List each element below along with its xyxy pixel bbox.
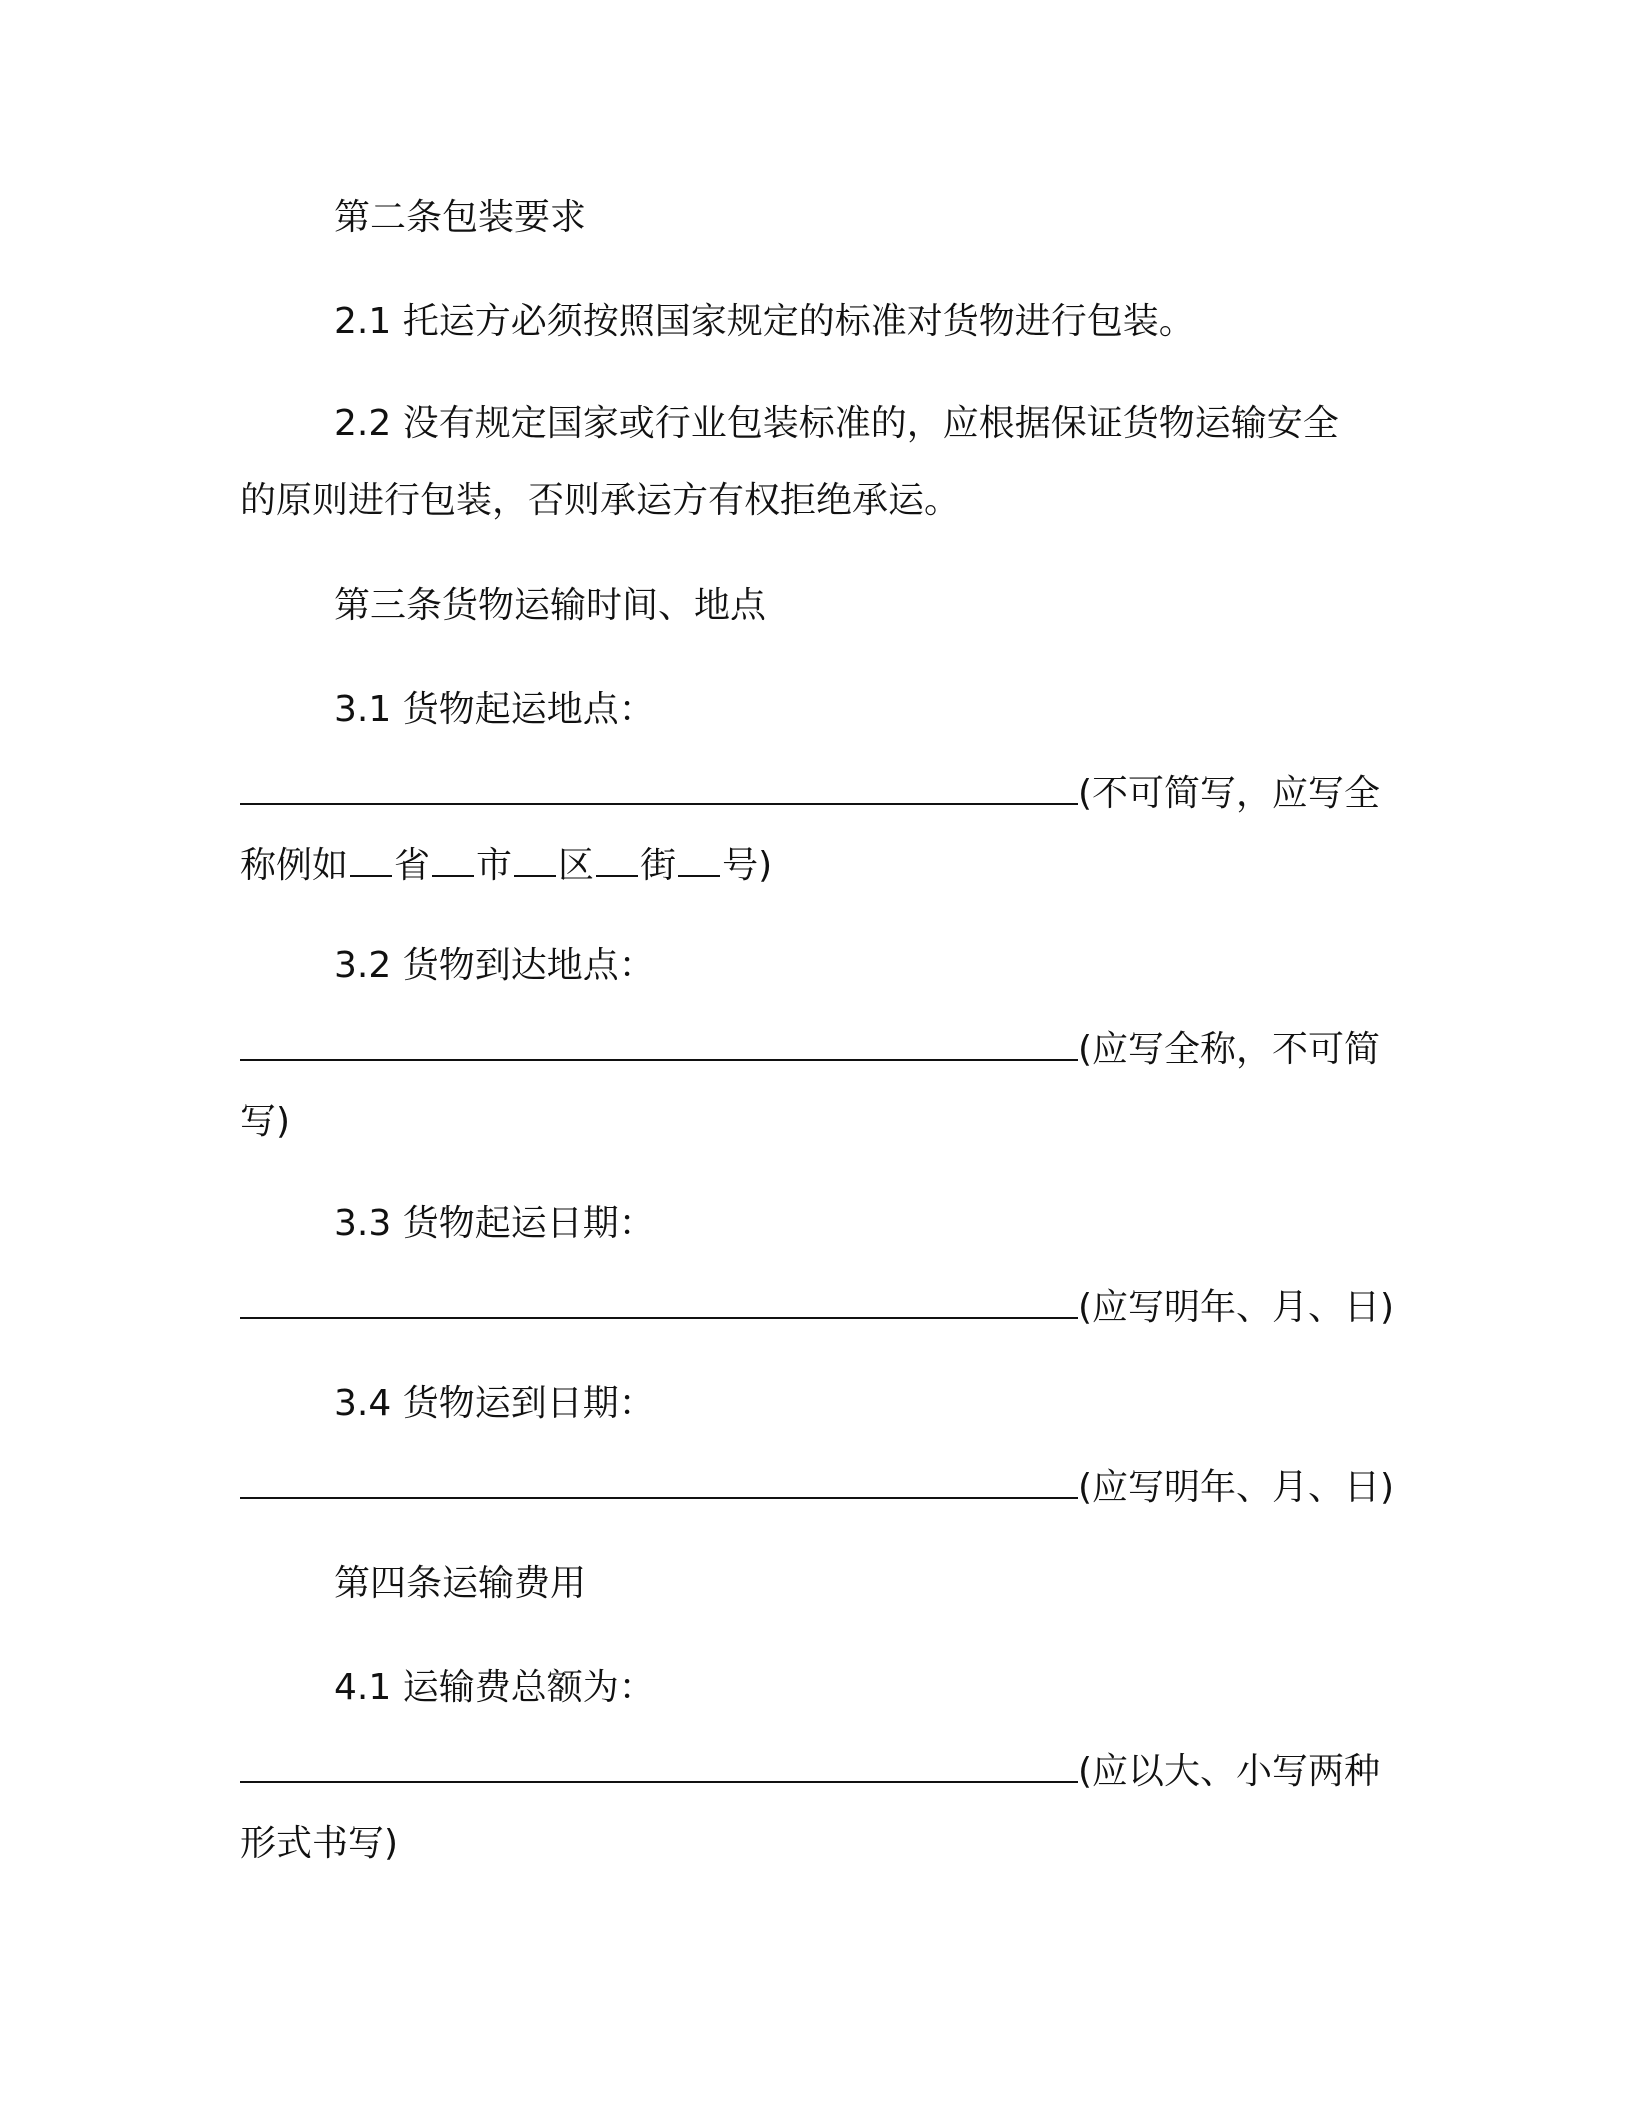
blank-district[interactable]	[514, 849, 556, 877]
fill-blank-origin[interactable]	[240, 773, 1078, 805]
clause-4-1-note-line2: 形式书写)	[240, 1823, 399, 1864]
blank-city[interactable]	[432, 849, 474, 877]
note-sheng: 省	[394, 845, 431, 886]
note-hao: 号)	[722, 845, 773, 886]
clause-4-1: 4.1 运输费总额为：	[334, 1667, 655, 1708]
clause-3-3: 3.3 货物起运日期：	[334, 1203, 655, 1244]
section-heading-3: 第三条货物运输时间、地点	[334, 585, 767, 626]
clause-3-4-blank-line	[240, 1466, 1394, 1510]
blank-street[interactable]	[596, 849, 638, 877]
clause-2-2-line1: 2.2 没有规定国家或行业包装标准的，应根据保证货物运输安全	[334, 403, 1339, 444]
clause-3-4-note: (应写明年、月、日)	[1078, 1467, 1395, 1508]
fill-blank-freight-total[interactable]	[240, 1751, 1078, 1783]
clause-3-2-blank-line	[240, 1028, 1380, 1072]
clause-3-3-note: (应写明年、月、日)	[1078, 1287, 1395, 1328]
clause-3-1-note-a: (不可简写，应写全	[1078, 773, 1381, 814]
section-heading-2: 第二条包装要求	[334, 197, 587, 238]
clause-3-1-blank-line	[240, 772, 1380, 816]
note-qu: 区	[558, 845, 595, 886]
clause-3-1-note-line2	[240, 844, 772, 888]
note-jie: 街	[640, 845, 677, 886]
fill-blank-destination[interactable]	[240, 1029, 1078, 1061]
clause-3-3-blank-line	[240, 1286, 1394, 1330]
clause-3-1: 3.1 货物起运地点：	[334, 689, 655, 730]
fill-blank-arrival-date[interactable]	[240, 1467, 1078, 1499]
fill-blank-departure-date[interactable]	[240, 1287, 1078, 1319]
clause-2-2-line2: 的原则进行包装，否则承运方有权拒绝承运。	[240, 480, 961, 521]
note-prefix: 称例如	[240, 845, 349, 886]
clause-3-4: 3.4 货物运到日期：	[334, 1383, 655, 1424]
blank-province[interactable]	[350, 849, 392, 877]
clause-4-1-note-a: (应以大、小写两种	[1078, 1751, 1381, 1792]
clause-2-1: 2.1 托运方必须按照国家规定的标准对货物进行包装。	[334, 301, 1195, 342]
clause-3-2: 3.2 货物到达地点：	[334, 945, 655, 986]
section-heading-4: 第四条运输费用	[334, 1563, 587, 1604]
clause-3-2-note-line2: 写)	[240, 1101, 291, 1142]
clause-4-1-blank-line	[240, 1750, 1380, 1794]
note-shi: 市	[476, 845, 513, 886]
clause-3-2-note-a: (应写全称，不可简	[1078, 1029, 1381, 1070]
blank-number[interactable]	[678, 849, 720, 877]
